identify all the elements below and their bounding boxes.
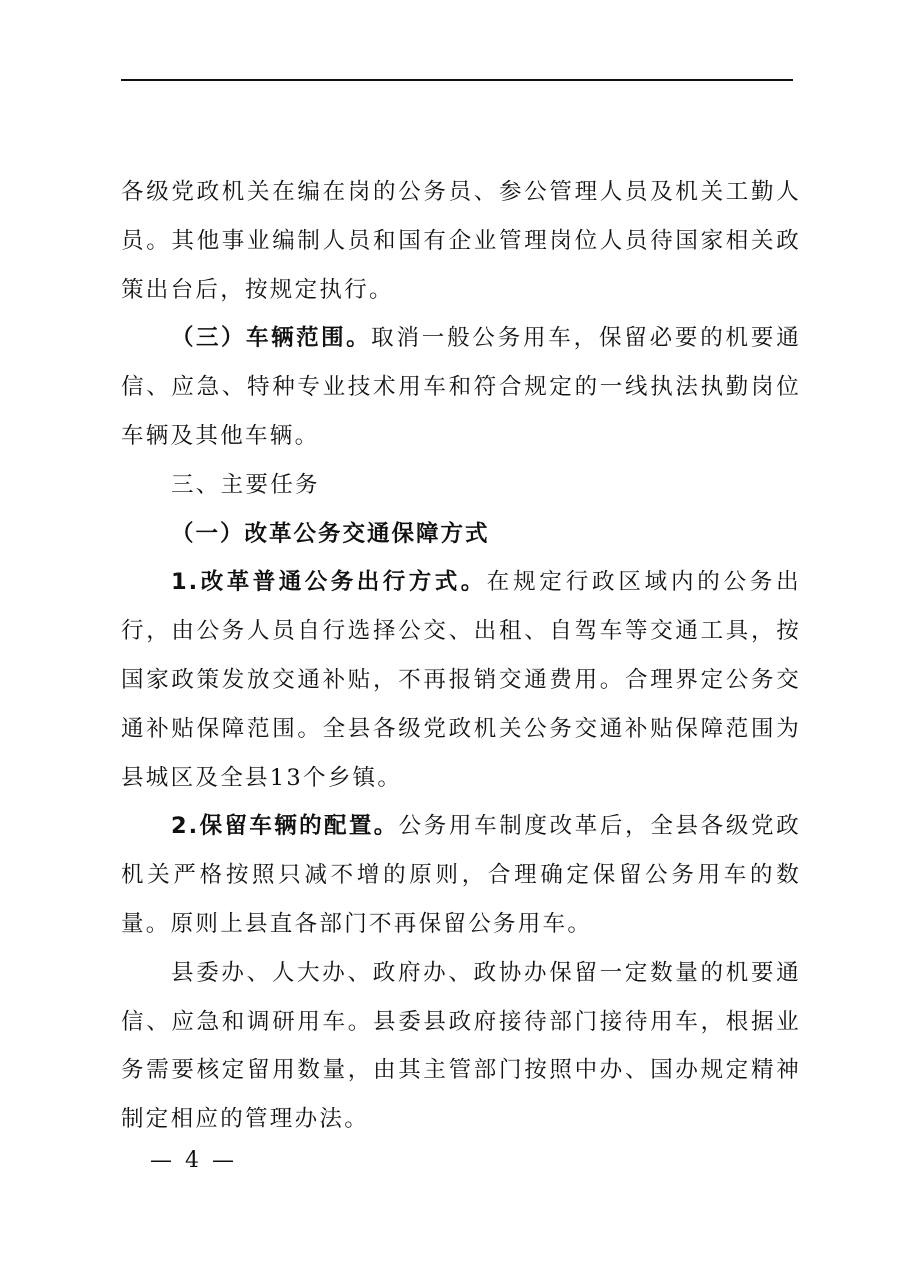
item-heading-travel-reform: 1.改革普通公务出行方式。 [171,569,487,596]
document-body [121,168,801,1144]
paragraph-scope-personnel: 各级党政机关在编在岗的公务员、参公管理人员及机关工勤人员。其他事业编制人员和国有企业管理岗位人员待国家相关政策出台后，按规定执行。 [121,179,801,303]
paragraph-vehicle-scope [121,314,801,460]
paragraph-vehicle-scope-text: 取消一般公务用车，保留必要的机要通信、应急、特种专业技术用车和符合规定的一线执法执勤岗位车辆及其他车辆。 [121,325,801,449]
paragraph-vehicle-config-text: 公务用车制度改革后，全县各级党政机关严格按照只减不增的原则，合理确定保留公务用车的数量。原则上县直各部门不再保留公务用车。 [121,813,801,937]
paragraph-reserved-vehicles: 县委办、人大办、政府办、政协办保留一定数量的机要通信、应急和调研用车。县委县政府接待部门接待用车，根据业务需要核定留用数量，由其主管部门按照中办、国办规定精神制定相应的管理办法。 [121,959,801,1133]
paragraph-vehicle-config [121,802,801,948]
paragraph-travel-reform-text: 在规定行政区域内的公务出行，由公务人员自行选择公交、出租、自驾车等交通工具，按国家政策发放交通补贴，不再报销交通费用。合理界定公务交通补贴保障范围。全县各级党政机关公务交通补贴保障范围为县城区及全县13个乡镇。 [121,569,801,791]
header-rule [121,79,793,81]
section-heading-main-tasks: 三、主要任务 [171,471,320,498]
subsection-heading-transport-reform: （一）改革公务交通保障方式 [171,520,490,547]
page-number: — 4 — [150,1148,237,1173]
item-heading-vehicle-config: 2.保留车辆的配置。 [171,813,399,840]
section-heading-vehicle-scope: （三）车辆范围。 [171,325,372,352]
paragraph-travel-reform [121,558,801,802]
